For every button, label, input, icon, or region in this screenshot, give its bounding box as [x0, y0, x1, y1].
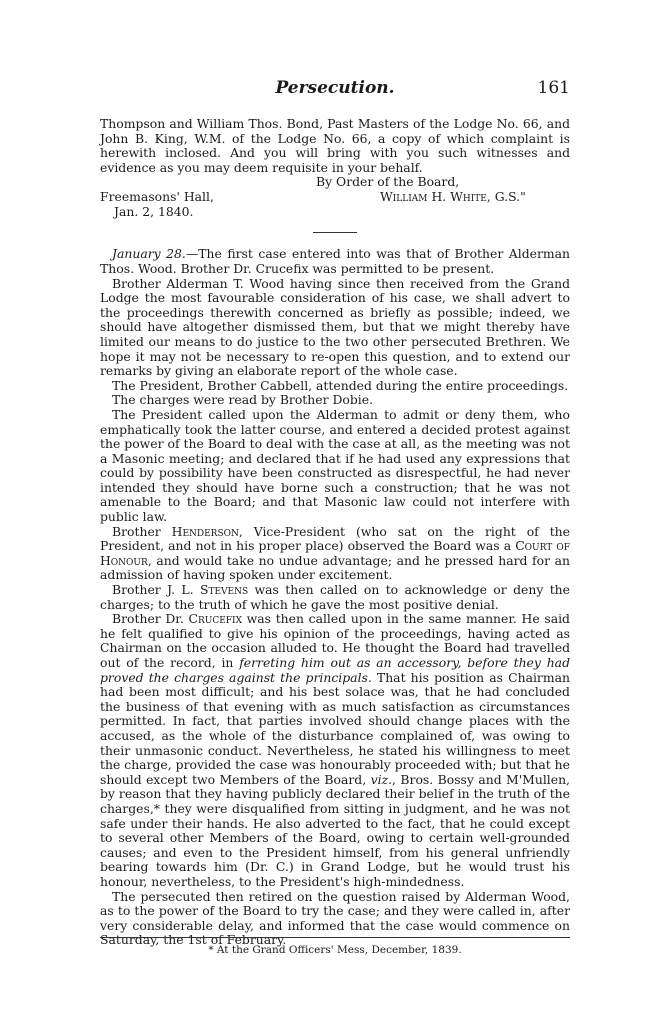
- paragraph: The charges were read by Brother Dobie.: [112, 392, 374, 408]
- entry-date: January 28.: [112, 246, 186, 262]
- footnote: * At the Grand Officers' Mess, December, 1839.: [208, 944, 462, 956]
- footnote-rule: [100, 937, 570, 938]
- paragraph: The President called upon the Alderman to admit or deny them, who emphatically took the latter course, and entered a decided protest against the power of the Board to deal with the case at all, as the meeting was not a Masonic meeting; and declared that if he had used any expressions that could by possibility have been constructed as disrespectful, he had never intended they should have borne such a construction; that he was not amenable to the Board; and that Masonic law could not interfere with public law.: [100, 406, 570, 525]
- paragraph: Brother Henderson, Vice-President (who sat on the right of the President, and not in his proper place) observed the Board was a Court of Honour, and would take no undue advantage; and he pressed hard for an admission of having spoken under excitement.: [100, 523, 570, 583]
- paragraph: Brother Dr. Crucefix was then called upon in the same manner. He said he felt qualified to give his opinion of the proceedings, having acted as Chairman on the occasion alluded to. He thought the Board had travelled out of the record, in ferreting him out as an accessory, before they had proved the charges against the principals. That his position as Chairman had been most difficult; and his best solace was, that he had concluded the business of that evening with as much satisfaction as circumstances permitted. In fact, that parties involved should change places with the accused, as the whole of the disturbance complained of, was owing to their unmasonic conduct. Nevertheless, he stated his willingness to meet the charge, provided the case was honourably proceeded with; but that he should except two Members of the Board, viz., Bros. Bossy and M'Mullen, by reason that they having publicly declared their belief in the truth of the charges,* they were disqualified from sitting in judgment, and he was not safe under their hands. He also adverted to the fact, that he could except to several other Members of the Board, owing to certain well-grounded causes; and even to the President himself, from his general unfriendly bearing towards him (Dr. C.) in Grand Lodge, but he would trust his honour, nevertheless, to the President's high-mindedness.: [100, 611, 570, 889]
- italic-phrase: ferreting him out as an accessory, before they had proved the charges against the principals.: [100, 655, 570, 685]
- paragraph: The persecuted then retired on the question raised by Alderman Wood, as to the power of the Board to try the case; and they were called in, after very considerable delay, and informed that the case would commence on Saturday, the 1st of February.: [100, 888, 570, 948]
- person-name: Crucefix: [188, 611, 242, 627]
- page-number: 161: [537, 78, 570, 98]
- section-divider: [313, 232, 357, 233]
- by-order-line: By Order of the Board,: [316, 174, 460, 190]
- signature: William H. White, G.S.": [380, 188, 526, 204]
- running-title: Persecution.: [275, 78, 395, 98]
- person-name: Henderson: [171, 523, 239, 539]
- letter-date: Jan. 2, 1840.: [114, 203, 194, 219]
- page-body: [100, 117, 570, 948]
- letter-closing: [100, 175, 570, 219]
- paragraph: Brother Alderman T. Wood having since then received from the Grand Lodge the most favourable consideration of his case, we shall advert to the proceedings therewith concerned as briefly as possible; indeed, we should have altogether dismissed them, but that we might thereby have limited our means to do justice to the two other persecuted Brethren. We hope it may not be necessary to re-open this question, and to extend our remarks by giving an elaborate report of the whole case.: [100, 275, 570, 379]
- court-of-honour: Court of Honour: [100, 538, 570, 568]
- paragraph: The President, Brother Cabbell, attended during the entire proceedings.: [112, 377, 569, 393]
- place-line: Freemasons' Hall,: [100, 188, 214, 204]
- page-header: [100, 78, 570, 100]
- paragraph: Brother J. L. Stevens was then called on to acknowledge or deny the charges; to the truth of which he gave the most positive denial.: [100, 582, 570, 612]
- paragraph: January 28.—The first case entered into was that of Brother Alderman Thos. Wood. Brother Dr. Crucefix was permitted to be present.: [100, 246, 570, 276]
- person-name: Stevens: [200, 582, 249, 598]
- letter-text: Thompson and William Thos. Bond, Past Masters of the Lodge No. 66, and John B. King, W.M. of the Lodge No. 66, a copy of which complaint is herewith inclosed. And you will bring with you such witnesses and evidence as you may deem requisite in your behalf.: [100, 116, 570, 175]
